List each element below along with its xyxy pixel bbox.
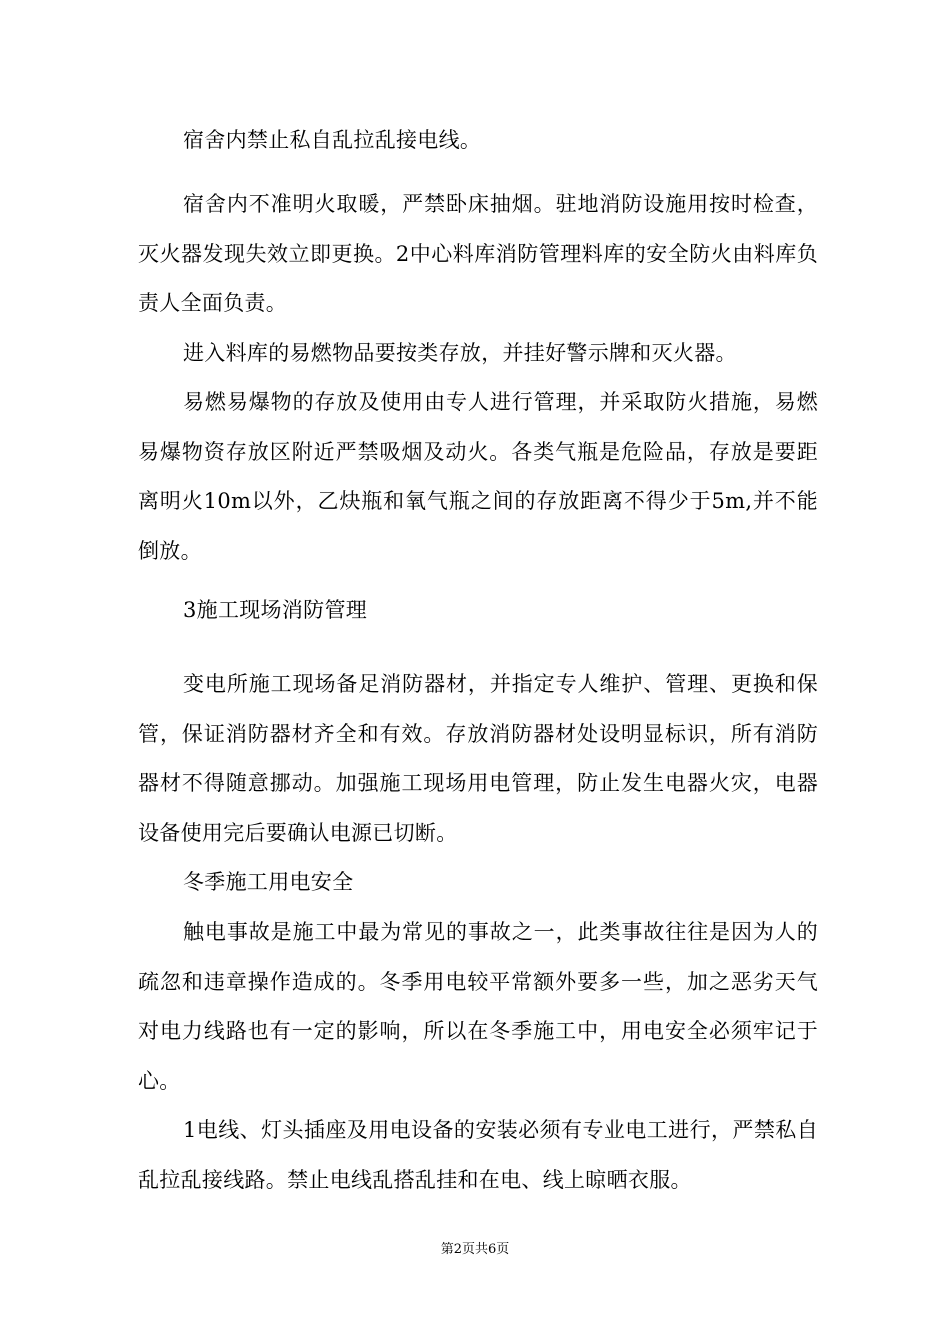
paragraph-3: 进入料库的易燃物品要按类存放，并挂好警示牌和灭火器。 [183,341,737,365]
section-heading-winter: 冬季施工用电安全 [183,870,354,894]
paragraph-1: 宿舍内禁止私自乱拉乱接电线。 [183,128,482,152]
paragraph-6: 触电事故是施工中最为常见的事故之一，此类事故往往是因为人的疏忽和违章操作造成的。冬季用电较平常额外要多一些，加之恶劣天气对电力线路也有一定的影响，所以在冬季施工中，用电安全必须牢记于心。 [138,920,818,1093]
page-footer: 第2页共6页 [440,1242,510,1257]
paragraph-4: 易燃易爆物的存放及使用由专人进行管理，并采取防火措施，易燃易爆物资存放区附近严禁吸烟及动火。各类气瓶是危险品，存放是要距离明火10m以外，乙炔瓶和氧气瓶之间的存放距离不得少于5m,并不能倒放。 [138,390,818,563]
paragraph-2: 宿舍内不准明火取暖，严禁卧床抽烟。驻地消防设施用按时检查，灭火器发现失效立即更换。2中心料库消防管理料库的安全防火由料库负责人全面负责。 [138,192,818,315]
section-heading-3: 3施工现场消防管理 [183,598,368,622]
paragraph-7: 1电线、灯头插座及用电设备的安装必须有专业电工进行，严禁私自乱拉乱接线路。禁止电线乱搭乱挂和在电、线上晾晒衣服。 [138,1118,818,1192]
paragraph-5: 变电所施工现场备足消防器材，并指定专人维护、管理、更换和保管，保证消防器材齐全和有效。存放消防器材处设明显标识，所有消防器材不得随意挪动。加强施工现场用电管理，防止发生电器火灾，电器设备使用完后要确认电源已切断。 [138,672,818,845]
